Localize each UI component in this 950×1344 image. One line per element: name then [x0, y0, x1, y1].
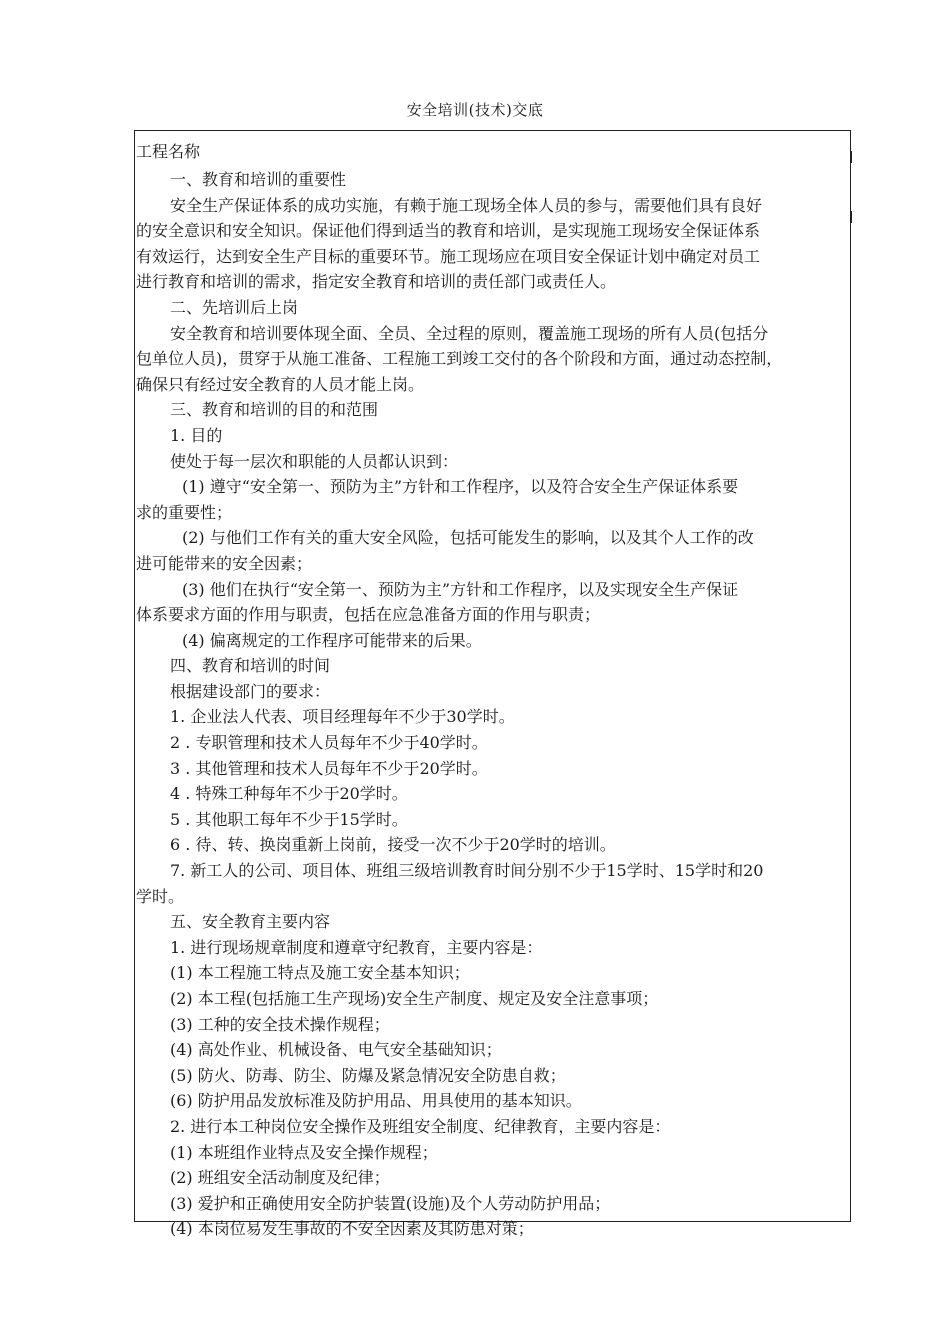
- document-title: 安全培训(技术)交底: [406, 101, 544, 119]
- body-line: 进行教育和培训的需求，指定安全教育和培训的责任部门或责任人。: [136, 272, 617, 292]
- body-line: 2. 进行本工种岗位安全操作及班组安全制度、纪律教育，主要内容是：: [170, 1116, 671, 1136]
- body-line: 进可能带来的安全因素；: [136, 553, 313, 573]
- body-line: (1) 遵守“安全第一、预防为主”方针和工作程序，以及符合安全生产保证体系要: [182, 477, 739, 497]
- body-line: 3 . 其他管理和技术人员每年不少于20学时。: [170, 758, 488, 778]
- body-line: 二、先培训后上岗: [170, 297, 299, 317]
- body-line: (4) 偏离规定的工作程序可能带来的后果。: [182, 630, 482, 650]
- body-line: (1) 本班组作业特点及安全操作规程；: [170, 1142, 438, 1162]
- body-line: (4) 高处作业、机械设备、电气安全基础知识；: [170, 1040, 502, 1060]
- body-line: 7. 新工人的公司、项目体、班组三级培训教育时间分别不少于15学时、15学时和20: [170, 861, 764, 881]
- body-line: (2) 本工程(包括施工生产现场)安全生产制度、规定及安全注意事项；: [170, 989, 659, 1008]
- body-line: 有效运行，达到安全生产目标的重要环节。施工现场应在项目安全保证计划中确定对员工: [136, 246, 761, 266]
- body-line: 安全生产保证体系的成功实施，有赖于施工现场全体人员的参与，需要他们具有良好: [170, 195, 763, 215]
- table-edge-mark: [850, 211, 852, 223]
- body-line: 四、教育和培训的时间: [170, 656, 331, 676]
- project-name-label: 工程名称: [136, 142, 201, 161]
- body-line: 1. 企业法人代表、项目经理每年不少于30学时。: [170, 707, 515, 727]
- body-line: 安全教育和培训要体现全面、全员、全过程的原则，覆盖施工现场的所有人员(包括分: [170, 323, 769, 343]
- body-line: (6) 防护用品发放标准及防护用品、用具使用的基本知识。: [170, 1091, 582, 1111]
- body-line: 求的重要性；: [136, 502, 233, 522]
- body-line: (3) 他们在执行“安全第一、预防为主”方针和工作程序，以及实现安全生产保证: [182, 579, 739, 599]
- body-line: 4 . 特殊工种每年不少于20学时。: [170, 784, 408, 804]
- body-line: 包单位人员)，贯穿于从施工准备、工程施工到竣工交付的各个阶段和方面，通过动态控制，: [136, 349, 783, 369]
- body-line: 5 . 其他职工每年不少于15学时。: [170, 809, 408, 829]
- body-line: 的安全意识和安全知识。保证他们得到适当的教育和培训，是实现施工现场安全保证体系: [136, 221, 761, 241]
- body-line: 确保只有经过安全教育的人员才能上岗。: [136, 374, 425, 394]
- body-line: 三、教育和培训的目的和范围: [170, 400, 379, 420]
- body-line: (1) 本工程施工特点及施工安全基本知识；: [170, 963, 470, 983]
- body-line: 五、安全教育主要内容: [170, 912, 331, 932]
- body-line: 使处于每一层次和职能的人员都认识到：: [170, 451, 459, 471]
- body-line: 根据建设部门的要求：: [170, 681, 331, 701]
- document-body: [135, 167, 850, 1242]
- body-line: (3) 工种的安全技术操作规程；: [170, 1014, 390, 1034]
- body-line: (4) 本岗位易发生事故的不安全因素及其防患对策；: [170, 1219, 534, 1239]
- body-line: 6 . 待、转、换岗重新上岗前，接受一次不少于20学时的培训。: [170, 835, 616, 855]
- body-line: (2) 与他们工作有关的重大安全风险，包括可能发生的影响，以及其个人工作的改: [182, 528, 754, 548]
- content-table: [134, 130, 851, 1239]
- body-line: 1. 目的: [170, 425, 223, 445]
- body-line: 体系要求方面的作用与职责，包括在应急准备方面的作用与职责；: [136, 605, 601, 625]
- body-line: (5) 防火、防毒、防尘、防爆及紧急情况安全防患自救；: [170, 1065, 566, 1085]
- body-line: 1. 进行现场规章制度和遵章守纪教育，主要内容是：: [170, 937, 543, 957]
- body-line: 一、教育和培训的重要性: [170, 170, 347, 189]
- body-line: (2) 班组安全活动制度及纪律；: [170, 1168, 390, 1188]
- body-line: 2 . 专职管理和技术人员每年不少于40学时。: [170, 733, 488, 753]
- table-edge-mark: [850, 151, 852, 163]
- body-line: (3) 爱护和正确使用安全防护装置(设施)及个人劳动防护用品；: [170, 1193, 611, 1213]
- body-line: 学时。: [136, 886, 185, 906]
